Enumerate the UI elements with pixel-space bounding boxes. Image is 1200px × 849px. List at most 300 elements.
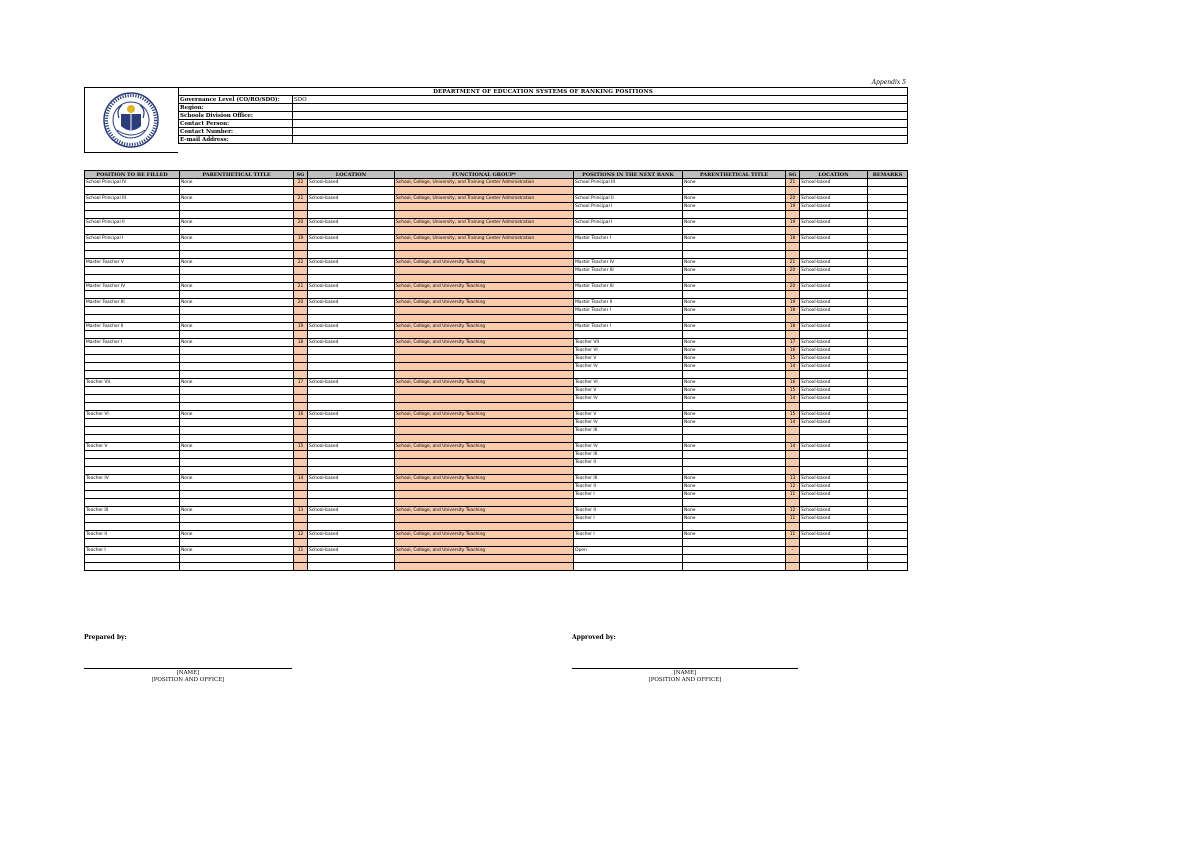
col-next-parenthetical-cell: [683, 251, 786, 259]
col-next-parenthetical-cell: None: [683, 507, 786, 515]
col-sg-cell: 19: [294, 235, 308, 243]
col-location-cell: [308, 491, 395, 499]
document-title: DEPARTMENT OF EDUCATION SYSTEMS OF RANKING POSITIONS: [179, 88, 908, 96]
col-next-sg-cell: [786, 539, 800, 547]
col-remarks-cell: [868, 315, 908, 323]
col-functional-group-header: FUNCTIONAL GROUP*: [395, 171, 574, 179]
col-remarks-cell: [868, 235, 908, 243]
col-next-sg-cell: 13: [786, 475, 800, 483]
col-next-location-cell: School-based: [800, 267, 868, 275]
table-row: [85, 443, 908, 451]
col-next-location-cell: [800, 243, 868, 251]
col-parenthetical-cell: [180, 227, 294, 235]
col-next-rank-cell: Master Teacher III: [574, 267, 683, 275]
col-remarks-cell: [868, 475, 908, 483]
col-functional-group-cell: [395, 291, 574, 299]
col-next-parenthetical-cell: [683, 547, 786, 555]
table-row: [85, 467, 908, 475]
col-functional-group-cell: [395, 427, 574, 435]
col-next-rank-cell: Teacher II: [574, 507, 683, 515]
col-next-sg-cell: 16: [786, 347, 800, 355]
table-row: [85, 179, 908, 187]
col-parenthetical-cell: None: [180, 507, 294, 515]
col-parenthetical-cell: None: [180, 411, 294, 419]
col-position-cell: Master Teacher V: [85, 259, 180, 267]
col-position-cell: School Principal III: [85, 195, 180, 203]
col-next-location-header: LOCATION: [800, 171, 868, 179]
col-next-rank-cell: School Principal III: [574, 179, 683, 187]
col-next-location-cell: School-based: [800, 347, 868, 355]
col-remarks-cell: [868, 371, 908, 379]
col-functional-group-cell: [395, 227, 574, 235]
col-functional-group-cell: School, College, and University Teaching: [395, 323, 574, 331]
col-remarks-cell: [868, 459, 908, 467]
col-sg-cell: 15: [294, 443, 308, 451]
header-field-label: Governance Level (CO/RO/SDO):: [179, 96, 293, 104]
col-parenthetical-cell: [180, 523, 294, 531]
col-functional-group-cell: School, College, and University Teaching: [395, 475, 574, 483]
table-row: [85, 403, 908, 411]
col-next-parenthetical-cell: [683, 523, 786, 531]
table-row: [85, 339, 908, 347]
col-location-cell: [308, 403, 395, 411]
col-next-rank-cell: [574, 555, 683, 563]
col-next-rank-cell: [574, 243, 683, 251]
header-field-row: [179, 128, 908, 136]
col-functional-group-cell: [395, 435, 574, 443]
col-next-location-cell: School-based: [800, 259, 868, 267]
col-next-parenthetical-cell: [683, 227, 786, 235]
col-next-location-cell: School-based: [800, 323, 868, 331]
col-next-location-cell: [800, 371, 868, 379]
col-next-sg-cell: [786, 563, 800, 571]
col-functional-group-cell: [395, 395, 574, 403]
table-row: [85, 243, 908, 251]
col-parenthetical-cell: [180, 427, 294, 435]
col-next-rank-cell: [574, 187, 683, 195]
col-next-location-cell: School-based: [800, 411, 868, 419]
col-parenthetical-cell: [180, 355, 294, 363]
col-next-sg-cell: 14: [786, 443, 800, 451]
col-functional-group-cell: School, College, University, and Training Center Administration: [395, 179, 574, 187]
col-location-cell: School-based: [308, 259, 395, 267]
col-position-cell: [85, 251, 180, 259]
col-functional-group-cell: [395, 499, 574, 507]
col-remarks-cell: [868, 395, 908, 403]
col-next-location-cell: [800, 539, 868, 547]
table-row: [85, 555, 908, 563]
col-parenthetical-cell: [180, 307, 294, 315]
col-next-rank-cell: [574, 227, 683, 235]
col-functional-group-cell: [395, 459, 574, 467]
table-row: [85, 451, 908, 459]
col-sg-cell: 20: [294, 219, 308, 227]
col-sg-cell: 19: [294, 323, 308, 331]
col-functional-group-cell: [395, 347, 574, 355]
col-remarks-cell: [868, 379, 908, 387]
col-next-parenthetical-cell: None: [683, 307, 786, 315]
col-sg-cell: [294, 451, 308, 459]
col-parenthetical-cell: [180, 491, 294, 499]
col-location-cell: [308, 267, 395, 275]
col-position-cell: [85, 291, 180, 299]
col-location-cell: [308, 483, 395, 491]
col-remarks-cell: [868, 339, 908, 347]
col-next-rank-cell: [574, 499, 683, 507]
col-parenthetical-cell: [180, 467, 294, 475]
col-remarks-cell: [868, 467, 908, 475]
header-field-value: [293, 112, 908, 120]
col-location-cell: [308, 499, 395, 507]
col-next-rank-cell: Master Teacher III: [574, 283, 683, 291]
col-location-cell: School-based: [308, 411, 395, 419]
table-row: [85, 563, 908, 571]
col-next-sg-cell: 12: [786, 483, 800, 491]
col-parenthetical-cell: [180, 387, 294, 395]
col-next-location-cell: School-based: [800, 339, 868, 347]
col-next-sg-cell: 17: [786, 339, 800, 347]
col-next-location-cell: School-based: [800, 195, 868, 203]
col-next-rank-cell: Teacher IV: [574, 363, 683, 371]
col-next-rank-cell: [574, 523, 683, 531]
col-functional-group-cell: [395, 187, 574, 195]
col-position-cell: Teacher I: [85, 547, 180, 555]
col-parenthetical-cell: None: [180, 443, 294, 451]
col-remarks-cell: [868, 307, 908, 315]
col-parenthetical-cell: [180, 459, 294, 467]
col-next-sg-cell: 19: [786, 219, 800, 227]
col-parenthetical-cell: [180, 371, 294, 379]
col-parenthetical-cell: [180, 403, 294, 411]
col-next-sg-cell: 11: [786, 515, 800, 523]
col-parenthetical-cell: [180, 251, 294, 259]
col-next-parenthetical-cell: None: [683, 491, 786, 499]
col-location-cell: School-based: [308, 379, 395, 387]
col-next-location-cell: School-based: [800, 515, 868, 523]
col-next-sg-cell: 18: [786, 307, 800, 315]
col-position-cell: [85, 275, 180, 283]
col-position-cell: [85, 459, 180, 467]
col-next-rank-cell: School Principal I: [574, 219, 683, 227]
col-next-parenthetical-cell: None: [683, 235, 786, 243]
col-functional-group-cell: [395, 483, 574, 491]
col-next-parenthetical-cell: [683, 403, 786, 411]
col-location-cell: School-based: [308, 179, 395, 187]
col-next-rank-cell: Teacher III: [574, 451, 683, 459]
col-next-rank-cell: [574, 315, 683, 323]
col-next-location-cell: School-based: [800, 363, 868, 371]
col-position-cell: [85, 483, 180, 491]
col-parenthetical-cell: None: [180, 235, 294, 243]
approved-name: [NAME]: [673, 670, 697, 676]
col-position-cell: [85, 523, 180, 531]
col-parenthetical-cell: None: [180, 379, 294, 387]
col-parenthetical-cell: None: [180, 195, 294, 203]
col-next-location-cell: School-based: [800, 307, 868, 315]
col-next-parenthetical-cell: None: [683, 443, 786, 451]
col-next-sg-cell: 11: [786, 491, 800, 499]
col-parenthetical-cell: [180, 395, 294, 403]
col-parenthetical-cell: [180, 563, 294, 571]
col-position-cell: [85, 203, 180, 211]
col-functional-group-cell: [395, 363, 574, 371]
table-row: [85, 283, 908, 291]
col-next-sg-header: SG: [786, 171, 800, 179]
col-next-sg-cell: [786, 275, 800, 283]
table-row: [85, 251, 908, 259]
col-location-cell: School-based: [308, 235, 395, 243]
col-location-cell: [308, 315, 395, 323]
col-position-cell: [85, 563, 180, 571]
col-functional-group-cell: [395, 467, 574, 475]
col-position-cell: [85, 427, 180, 435]
col-next-parenthetical-cell: [683, 555, 786, 563]
table-row: [85, 475, 908, 483]
table-row: [85, 275, 908, 283]
col-next-rank-cell: Teacher III: [574, 427, 683, 435]
col-location-cell: School-based: [308, 323, 395, 331]
col-next-parenthetical-cell: [683, 435, 786, 443]
col-remarks-cell: [868, 451, 908, 459]
col-next-location-cell: [800, 427, 868, 435]
col-next-rank-cell: Teacher I: [574, 515, 683, 523]
table-row: [85, 387, 908, 395]
col-next-rank-cell: Master Teacher I: [574, 323, 683, 331]
col-functional-group-cell: [395, 267, 574, 275]
col-functional-group-cell: [395, 523, 574, 531]
col-next-parenthetical-cell: None: [683, 339, 786, 347]
col-parenthetical-cell: None: [180, 339, 294, 347]
col-sg-cell: 13: [294, 507, 308, 515]
col-sg-cell: 14: [294, 475, 308, 483]
col-parenthetical-cell: None: [180, 531, 294, 539]
col-next-parenthetical-cell: None: [683, 195, 786, 203]
col-next-sg-cell: 14: [786, 419, 800, 427]
col-parenthetical-cell: None: [180, 219, 294, 227]
col-location-cell: [308, 291, 395, 299]
col-sg-cell: [294, 563, 308, 571]
col-next-sg-cell: [786, 243, 800, 251]
col-parenthetical-cell: [180, 211, 294, 219]
col-position-cell: [85, 451, 180, 459]
header-field-label: Region:: [179, 104, 293, 112]
col-location-cell: [308, 539, 395, 547]
ranking-table: [84, 170, 908, 571]
prepared-signature-line: [84, 668, 292, 669]
col-next-rank-header: POSITIONS IN THE NEXT RANK: [574, 171, 683, 179]
col-next-parenthetical-cell: [683, 243, 786, 251]
table-row: [85, 315, 908, 323]
approved-signature-line: [572, 668, 798, 669]
col-sg-cell: [294, 403, 308, 411]
col-remarks-cell: [868, 499, 908, 507]
col-next-parenthetical-cell: None: [683, 323, 786, 331]
col-sg-cell: [294, 243, 308, 251]
col-position-cell: Teacher II: [85, 531, 180, 539]
col-location-cell: [308, 275, 395, 283]
col-parenthetical-cell: None: [180, 547, 294, 555]
col-remarks-cell: [868, 187, 908, 195]
col-next-location-cell: [800, 523, 868, 531]
col-next-rank-cell: Master Teacher I: [574, 307, 683, 315]
col-location-cell: School-based: [308, 443, 395, 451]
col-next-rank-cell: [574, 435, 683, 443]
col-functional-group-cell: School, College, and University Teaching: [395, 507, 574, 515]
col-location-cell: [308, 467, 395, 475]
prepared-signatory: [84, 670, 292, 684]
col-next-location-cell: School-based: [800, 475, 868, 483]
col-remarks-cell: [868, 347, 908, 355]
table-row: [85, 491, 908, 499]
col-next-location-cell: [800, 547, 868, 555]
col-next-rank-cell: School Principal I: [574, 203, 683, 211]
col-next-sg-cell: [786, 211, 800, 219]
col-position-cell: [85, 267, 180, 275]
col-position-cell: [85, 467, 180, 475]
col-functional-group-cell: School, College, and University Teaching: [395, 283, 574, 291]
col-next-rank-cell: Teacher IV: [574, 443, 683, 451]
col-remarks-cell: [868, 443, 908, 451]
col-remarks-cell: [868, 387, 908, 395]
col-next-rank-cell: [574, 371, 683, 379]
col-position-cell: Teacher IV: [85, 475, 180, 483]
col-next-sg-cell: 21: [786, 179, 800, 187]
col-functional-group-cell: School, College, and University Teaching: [395, 443, 574, 451]
col-sg-cell: 17: [294, 379, 308, 387]
col-next-location-cell: School-based: [800, 179, 868, 187]
col-position-cell: [85, 307, 180, 315]
col-next-parenthetical-cell: None: [683, 283, 786, 291]
col-next-sg-cell: [786, 523, 800, 531]
col-next-parenthetical-cell: [683, 427, 786, 435]
col-remarks-cell: [868, 203, 908, 211]
table-row: [85, 211, 908, 219]
table-row: [85, 427, 908, 435]
col-next-rank-cell: Master Teacher IV: [574, 259, 683, 267]
col-position-cell: [85, 371, 180, 379]
col-remarks-cell: [868, 555, 908, 563]
col-next-rank-cell: Teacher I: [574, 531, 683, 539]
col-sg-cell: [294, 539, 308, 547]
table-row: [85, 547, 908, 555]
appendix-label: Appendix 5: [871, 79, 906, 86]
col-position-cell: [85, 419, 180, 427]
col-next-rank-cell: [574, 275, 683, 283]
col-position-cell: [85, 395, 180, 403]
col-next-sg-cell: [786, 555, 800, 563]
col-remarks-cell: [868, 491, 908, 499]
col-remarks-cell: [868, 291, 908, 299]
col-position-cell: [85, 331, 180, 339]
col-next-parenthetical-cell: None: [683, 379, 786, 387]
col-next-sg-cell: -: [786, 547, 800, 555]
col-next-parenthetical-cell: None: [683, 387, 786, 395]
col-next-rank-cell: [574, 331, 683, 339]
col-location-cell: [308, 387, 395, 395]
col-parenthetical-cell: [180, 331, 294, 339]
col-parenthetical-cell: None: [180, 475, 294, 483]
col-next-parenthetical-cell: [683, 211, 786, 219]
col-parenthetical-cell: [180, 267, 294, 275]
col-parenthetical-cell: [180, 499, 294, 507]
header-info-table: [178, 87, 908, 144]
col-next-location-cell: School-based: [800, 483, 868, 491]
col-functional-group-cell: [395, 371, 574, 379]
col-next-location-cell: School-based: [800, 283, 868, 291]
table-row: [85, 267, 908, 275]
table-row: [85, 363, 908, 371]
col-sg-cell: [294, 227, 308, 235]
col-next-location-cell: School-based: [800, 419, 868, 427]
col-remarks-cell: [868, 515, 908, 523]
col-remarks-cell: [868, 299, 908, 307]
col-functional-group-cell: [395, 275, 574, 283]
col-next-location-cell: [800, 467, 868, 475]
table-row: [85, 299, 908, 307]
col-functional-group-cell: School, College, and University Teaching: [395, 411, 574, 419]
col-parenthetical-cell: [180, 451, 294, 459]
col-location-header: LOCATION: [308, 171, 395, 179]
col-next-sg-cell: [786, 435, 800, 443]
col-next-sg-cell: [786, 227, 800, 235]
table-row: [85, 331, 908, 339]
col-next-sg-cell: 20: [786, 195, 800, 203]
col-remarks-cell: [868, 411, 908, 419]
col-next-parenthetical-cell: None: [683, 411, 786, 419]
col-next-location-cell: [800, 227, 868, 235]
col-sg-cell: 16: [294, 411, 308, 419]
table-row: [85, 459, 908, 467]
col-next-sg-cell: [786, 451, 800, 459]
col-next-location-cell: [800, 187, 868, 195]
col-sg-cell: [294, 291, 308, 299]
col-next-location-cell: [800, 315, 868, 323]
table-row: [85, 355, 908, 363]
col-parenthetical-cell: [180, 555, 294, 563]
col-next-sg-cell: 14: [786, 363, 800, 371]
approved-by-label: Approved by:: [572, 634, 616, 641]
col-location-cell: [308, 371, 395, 379]
col-next-location-cell: School-based: [800, 395, 868, 403]
col-sg-cell: [294, 491, 308, 499]
col-parenthetical-header: PARENTHETICAL TITLE: [180, 171, 294, 179]
col-next-sg-cell: 21: [786, 259, 800, 267]
col-next-sg-cell: [786, 251, 800, 259]
table-row: [85, 371, 908, 379]
col-location-cell: School-based: [308, 547, 395, 555]
header-field-value: [293, 136, 908, 144]
col-remarks-cell: [868, 531, 908, 539]
table-row: [85, 323, 908, 331]
col-functional-group-cell: [395, 555, 574, 563]
col-next-sg-cell: [786, 467, 800, 475]
col-next-sg-cell: [786, 291, 800, 299]
col-next-sg-cell: 15: [786, 355, 800, 363]
col-location-cell: [308, 395, 395, 403]
col-next-parenthetical-cell: [683, 291, 786, 299]
col-functional-group-cell: [395, 403, 574, 411]
header-field-value: [293, 120, 908, 128]
col-next-sg-cell: 18: [786, 323, 800, 331]
prepared-by-label: Prepared by:: [84, 634, 127, 641]
col-position-cell: [85, 227, 180, 235]
col-location-cell: [308, 459, 395, 467]
col-location-cell: [308, 187, 395, 195]
col-position-cell: Teacher VII: [85, 379, 180, 387]
table-row: [85, 411, 908, 419]
col-location-cell: [308, 555, 395, 563]
col-sg-cell: [294, 251, 308, 259]
